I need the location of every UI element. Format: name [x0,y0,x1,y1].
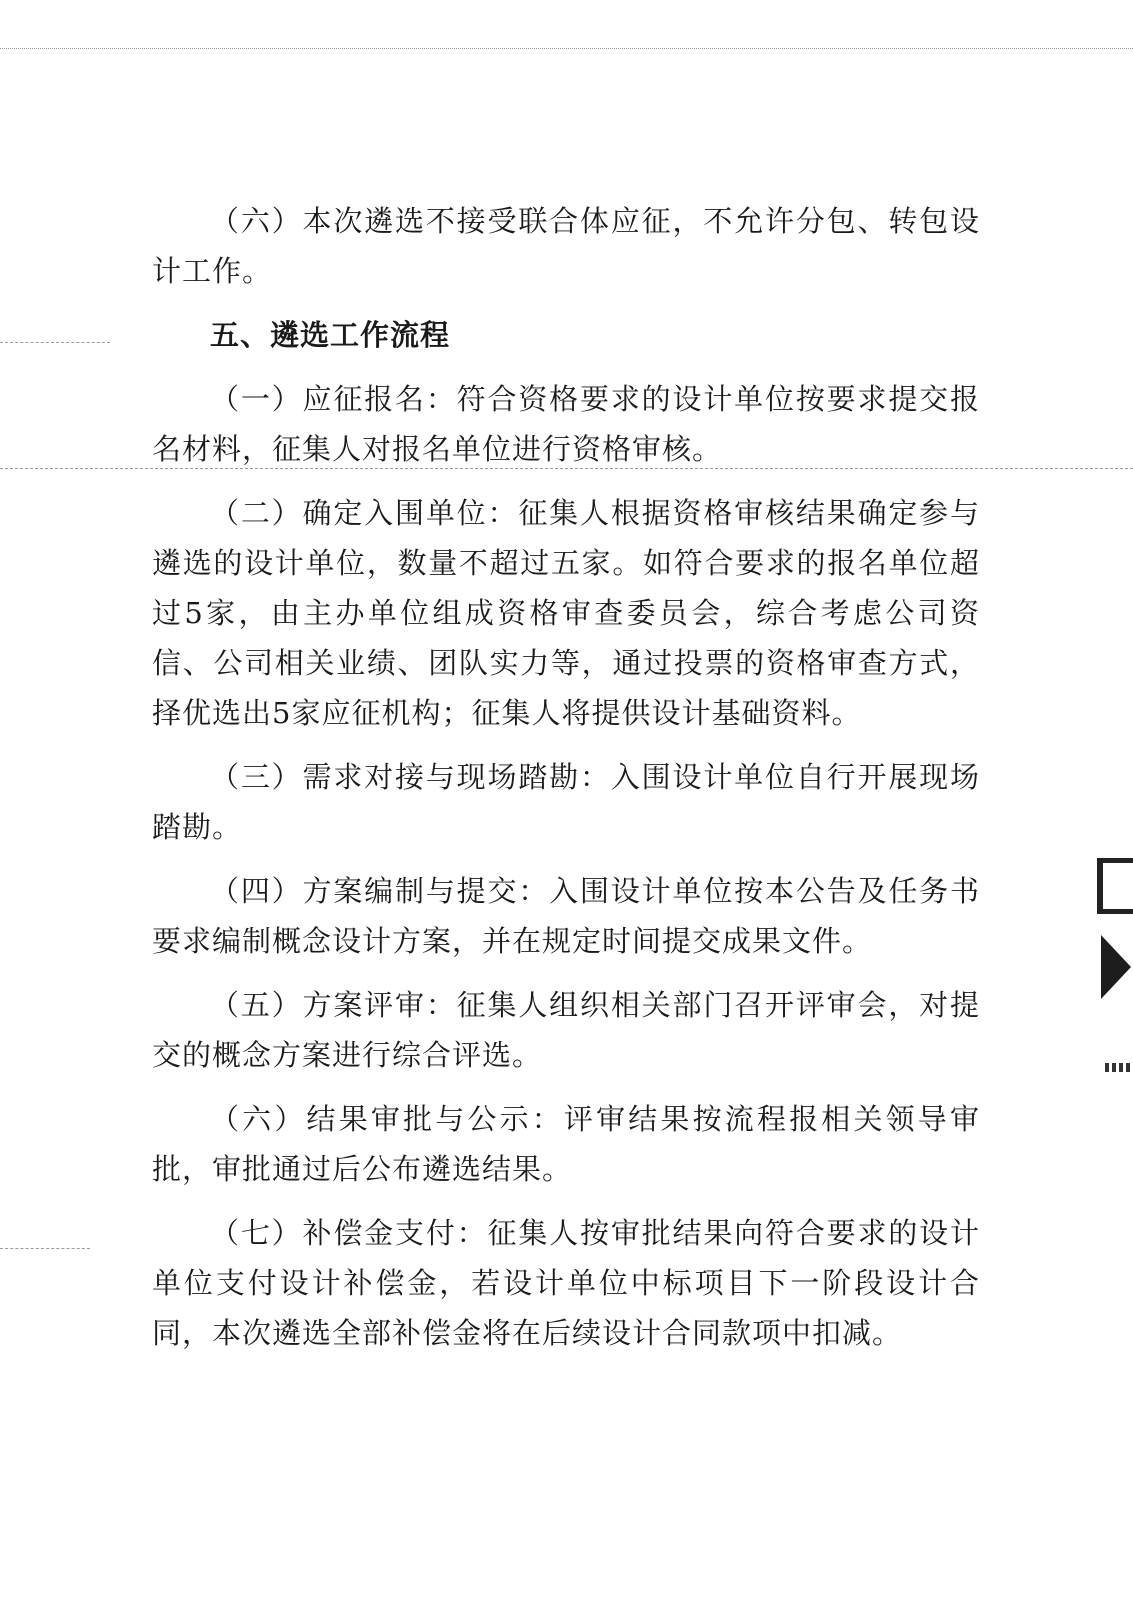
section-heading-workflow: 五、遴选工作流程 [210,318,451,352]
document-body [152,196,980,1372]
paragraph-step-6-approval: （六）结果审批与公示：评审结果按流程报相关领导审批，审批通过后公布遴选结果。 [152,1102,980,1186]
scan-artifact-line [0,48,1133,49]
scan-artifact-line [0,1248,90,1249]
bleed-through-mark [1105,1063,1133,1072]
paragraph-step-2-shortlist: （二）确定入围单位：征集人根据资格审核结果确定参与遴选的设计单位，数量不超过五家。如符合要求的报名单位超过5家，由主办单位组成资格审查委员会，综合考虑公司资信、公司相关业绩、团队实力等，通过投票的资格审查方式，择优选出5家应征机构；征集人将提供设计基础资料。 [152,496,980,730]
paragraph-step-7-compensation: （七）补偿金支付：征集人按审批结果向符合要求的设计单位支付设计补偿金，若设计单位中标项目下一阶段设计合同，本次遴选全部补偿金将在后续设计合同款项中扣减。 [152,1216,980,1350]
paragraph-step-5-review: （五）方案评审：征集人组织相关部门召开评审会，对提交的概念方案进行综合评选。 [152,988,980,1072]
paragraph-step-3-site-survey: （三）需求对接与现场踏勘：入围设计单位自行开展现场踏勘。 [152,760,980,844]
paragraph-step-4-proposal: （四）方案编制与提交：入围设计单位按本公告及任务书要求编制概念设计方案，并在规定时间提交成果文件。 [152,874,980,958]
scan-artifact-line [0,342,110,343]
bleed-through-arrow-icon [1101,935,1131,999]
paragraph-item-6-consortium: （六）本次遴选不接受联合体应征，不允许分包、转包设计工作。 [152,204,980,288]
paragraph-step-1-registration: （一）应征报名：符合资格要求的设计单位按要求提交报名材料，征集人对报名单位进行资格审核。 [152,382,980,466]
bleed-through-mark [1097,858,1133,914]
